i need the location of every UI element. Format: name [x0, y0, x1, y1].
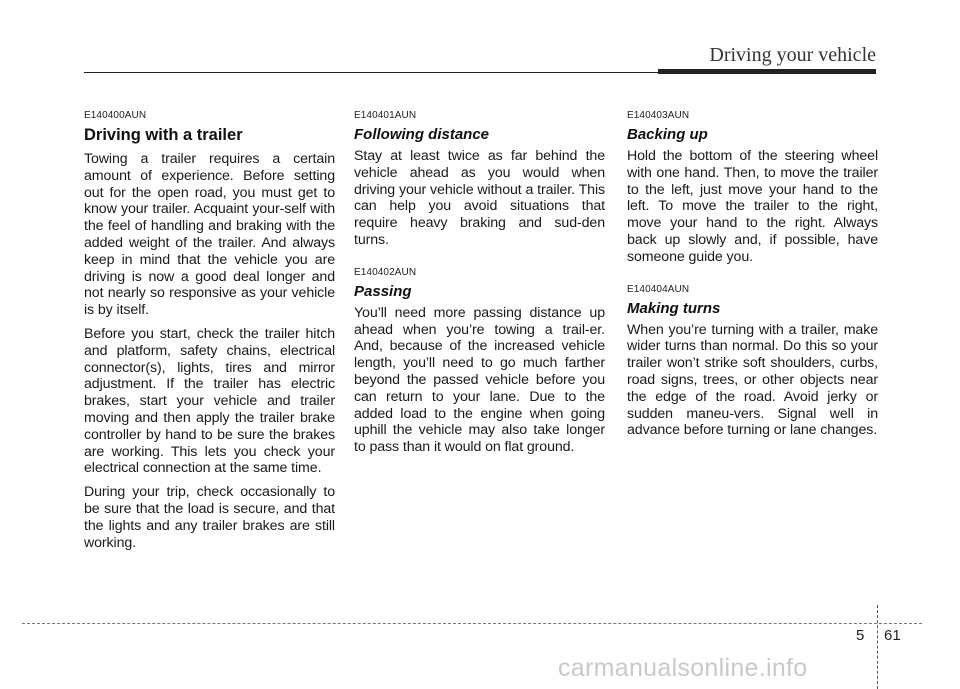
paragraph: Towing a trailer requires a certain amount of experience. Before setting out for the open road, you must get to know your trailer. Acquaint your-self with the feel of handling and braking with the added weight of the trailer. And always keep in mind that the vehicle you are driving is now a good deal longer and not nearly so responsive as your vehicle is by itself. [84, 151, 335, 319]
section-code: E140402AUN [354, 266, 417, 278]
header-rule-accent [658, 69, 876, 74]
section-code: E140401AUN [354, 110, 417, 121]
section-heading-passing: Passing [354, 282, 412, 300]
section-code: E140400AUN [84, 110, 147, 121]
watermark: carmanualsonline.info [558, 654, 808, 682]
paragraph: When you’re turning with a trailer, make wider turns than normal. Do this so your trailer won’t strike soft shoulders, curbs, road signs, trees, or other objects near the edge of the road. Avoid jerky or sudden maneu-vers. Signal well in advance before turning or lane changes. [627, 321, 878, 439]
section-code: E140403AUN [627, 110, 690, 121]
column-2 [354, 110, 605, 463]
section-heading-driving-with-trailer: Driving with a trailer [84, 126, 243, 144]
section-heading-backing-up: Backing up [627, 126, 708, 143]
paragraph: You’ll need more passing distance up ahead when you’re towing a trail-er. And, because of the increased vehicle length, you’ll need to go much farther beyond the passed vehicle before you can return to your lane. Due to the added load to the engine when going uphill the vehicle may also take longer to pass than it would on flat ground. [354, 304, 605, 456]
section-heading-following-distance: Following distance [354, 126, 490, 143]
column-1 [84, 110, 335, 558]
paragraph: During your trip, check occasionally to be sure that the load is secure, and that the lights and any trailer brakes are still working. [84, 484, 335, 551]
page-number: 61 [884, 627, 901, 644]
chapter-number: 5 [856, 627, 865, 644]
column-3 [627, 110, 878, 446]
paragraph: Before you start, check the trailer hitch and platform, safety chains, electrical connector(s), lights, tires and mirror adjustment. If the trailer has electric brakes, start your vehicle and trailer moving and then apply the trailer brake controller by hand to be sure the brakes are working. This lets you check your electrical connection at the same time. [84, 325, 335, 477]
paragraph: Stay at least twice as far behind the vehicle ahead as you would when driving your vehicle without a trailer. This can help you avoid situations that require heavy braking and sud-den turns. [354, 148, 605, 248]
section-heading-making-turns: Making turns [627, 299, 721, 317]
page-header-title: Driving your vehicle [709, 44, 876, 66]
paragraph: Hold the bottom of the steering wheel with one hand. Then, to move the trailer to the left, just move your hand to the left. To move the trailer to the right, move your hand to the right. Always back up slowly and, if possible, have someone guide you. [627, 148, 878, 265]
footer-rule [22, 623, 922, 624]
footer-page-divider [877, 605, 878, 689]
section-code: E140404AUN [627, 283, 690, 295]
header-rule [84, 72, 660, 73]
